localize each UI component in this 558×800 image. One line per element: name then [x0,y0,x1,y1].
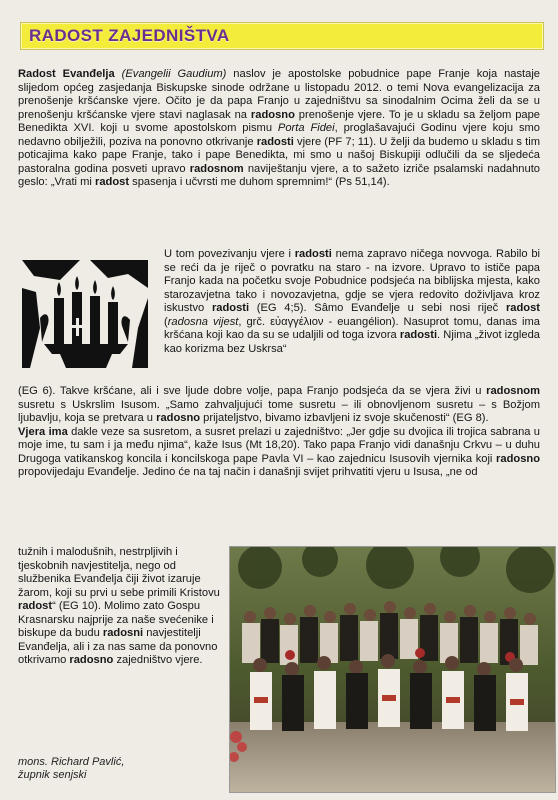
bold-run: radosno [250,108,295,121]
article-paragraph-1 [18,68,540,190]
paragraph-text [18,68,540,190]
text-run: zajedništvo vjere. [113,654,203,666]
text-run: spasenja i učvrsti me duhom spremnim!“ (Ps 51,14). [129,176,390,188]
article-paragraph-3 [18,385,540,480]
text-run: . Njima „život izgleda kao korizma bez Uskrsa“ [164,329,540,355]
text-run: (EG 6). Takve kršćane, ali i sve ljude dobre volje, papa Franjo podsjeća da se vjera živi u [18,385,487,397]
text-run: prijateljstvo, bivamo izbavljeni iz svoje skučenosti“ (EG 8). [200,412,489,424]
article-title: RADOST ZAJEDNIŠTVA [29,26,230,45]
text-run: ( [164,315,168,328]
bold-run: Radost Evanđelja [18,68,115,80]
text-run: naviještanju vjere, a to sažeto izriče psalamski nadahnuto geslo: „Vrati mi [18,162,540,188]
text-run: , grč. εὐαγγέλιον - euangélion). Nasuprot tomu, danas ima kršćana koji kao da su se udaljili od toga izvora [164,315,540,341]
article-paragraph-2 [164,248,540,356]
text-run: susretu s Uskrslim Isusom. „Samo zahvaljujući tome susretu – ili obnovljenom susretu – s Božjom ljubavlju, koja se pretvara u [18,398,540,424]
italic-run: radosna vijest [167,315,239,328]
text-run: dakle veze sa susretom, a susret prelazi u zajedništvo: „Jer gdje su dvojica ili trojica sabrana u moje ime, tu sam i ja među njima“, kaže Isus (Mt 18,20). Tako papa Franjo vidi današnju Crkvu – u duhu Drugoga vatikanskog koncila i koncilskoga pape Pavla VI – kao zajednicu Isusovih vjernika koji [18,425,540,465]
bold-run: radosti [256,135,294,148]
text-run: U tom povezivanju vjere i [164,248,295,260]
text-run: propovijedaju Evanđelje. Jedino će na taj način i današnji svijet prihvatiti vjeru u Isusa, „ne od [18,466,478,478]
text-run: nema zapravo ničega novvoga. Rabilo bi se reći da je riječ o povratku na staro - na izvore. Upravo to ističe papa Franjo kada na početku svoje Pobudnice podsjeća na biblijska mjesta, kako starozavjetna tako i novozavjetna, gdje se vjera redovito doživljava kroz iskustvo [164,248,540,314]
bold-run: radosno [69,654,114,666]
text-run: vjere (PF 7; 11). U želji da budemo u skladu s tim poticajima kako pape Franje, tako i pape Benedikta, mi smo u našoj Biskupiji odlučili da se sljedeća pastoralna godina posveti upravo [18,135,540,175]
text-run: naslov je apostolske pobudnice pape Franje koja nastaje slijedom općeg zasjedanja Biskupske sinode održane u listopadu 2012. o temi Nova evangelizacija za prenošenje kršćanske vjere. Očito je da papa Franjo u zajedništvu sa sinodalnim Ocima želi da se u prenošenju kršćanske vjere stavi naglasak na [18,68,540,121]
author-name: mons. Richard Pavlić, [18,756,125,768]
text-run: (EG 4;5). Sâmo Evanđelje u sebi nosi riječ [249,302,506,314]
paragraph-text [18,385,540,426]
bold-run: radost [18,600,53,612]
author-role: župnik senjski [18,769,87,781]
bold-run: radost [505,302,540,314]
crowd-photo-image [230,547,555,792]
text-run: navjestitelji Evanđelja, ali i za nas same da ponovno otkrivamo [18,627,218,666]
paragraph-text [18,426,540,480]
italic-run: (Evangelii Gaudium) [121,68,227,80]
author-signature [18,756,218,782]
bold-run: radosno [496,452,540,465]
bold-run: radosnom [486,385,540,397]
text-run: prenošenje vjere. To je u skladu sa željom pape Benedikta XVI. koji u svome apostolskom pismu [18,108,541,134]
text-run: “ (EG 10). Molimo zato Gospu Krasnarsku najprije za naše svećenike i biskupe da budu [18,600,214,639]
bold-run: radost [94,176,130,188]
bold-run: Vjera ima [18,425,68,438]
bold-run: radosti [294,248,332,260]
article-paragraph-5 [18,546,224,668]
text-run [115,68,122,80]
paragraph-text [18,546,224,668]
text-run: , proglašavajući Godinu vjere koju smo nedavno obilježili, poziva na ponovno otkrivanje [18,122,540,148]
bold-run: radosno [156,412,201,424]
bold-run: radosti [399,329,438,341]
bold-run: radosti [211,302,250,314]
bold-run: radosnom [189,162,244,175]
italic-run: Porta Fidei [277,122,335,134]
paragraph-text [164,248,540,356]
bold-run: radosni [102,627,144,639]
procession-photo [229,546,556,793]
eucharist-illustration [20,258,150,370]
section-header-banner [20,22,544,50]
candles-and-hands-icon [20,258,150,370]
text-run: tužnih i malodušnih, nestrpljivih i tjeskobnih navjestitelja, nego od službenika Evanđelja čiji život izaruje žarom, koji su prvi u sebe primili Kristovu [18,546,220,599]
